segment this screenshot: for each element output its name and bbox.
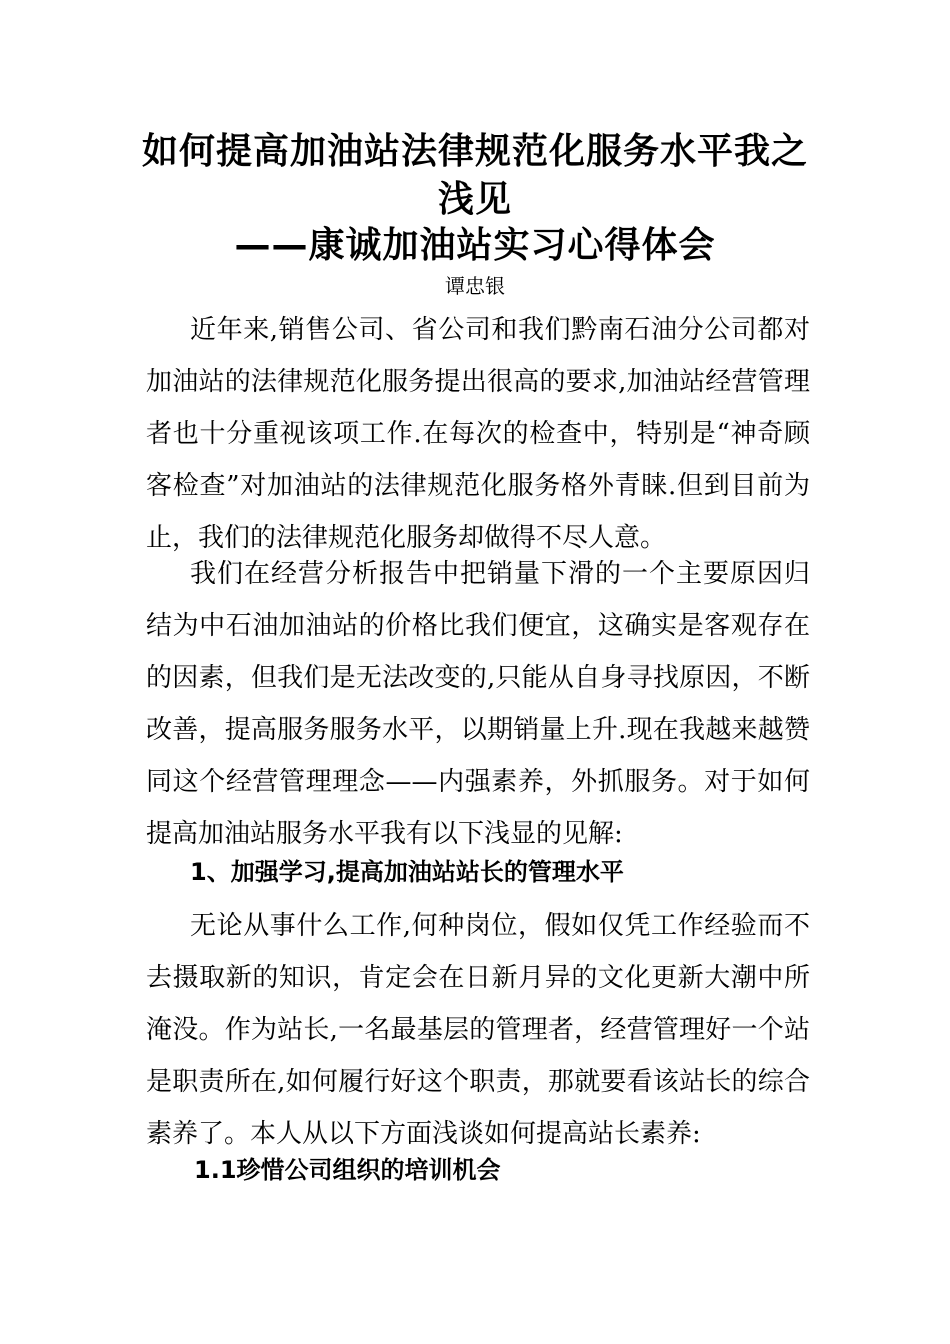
document-subtitle: ——康诚加油站实习心得体会: [234, 225, 716, 266]
document-title-line-1: 如何提高加油站法律规范化服务水平我之: [141, 131, 808, 172]
body-paragraph: 近年来,销售公司、省公司和我们黔南石油分公司都对加油站的法律规范化服务提出很高的要求,加油站经营管理者也十分重视该项工作.在每次的检查中，特别是“神奇顾客检查”对加油站的法律规范化服务格外青睐.但到目前为止，我们的法律规范化服务却做得不尽人意。: [146, 315, 810, 553]
document-title-line-2: 浅见: [437, 179, 512, 220]
section-heading: 1、加强学习,提高加油站站长的管理水平: [190, 858, 624, 886]
subsection-heading: 1.1珍惜公司组织的培训机会: [194, 1156, 501, 1184]
body-paragraph: 无论从事什么工作,何种岗位，假如仅凭工作经验而不去摄取新的知识，肯定会在日新月异的文化更新大潮中所淹没。作为站长,一名最基层的管理者，经营管理好一个站是职责所在,如何履行好这个职责，那就要看该站长的综合素养了。本人从以下方面浅谈如何提高站长素养:: [146, 911, 810, 1149]
body-paragraph: 我们在经营分析报告中把销量下滑的一个主要原因归结为中石油加油站的价格比我们便宜，这确实是客观存在的因素，但我们是无法改变的,只能从自身寻找原因，不断改善，提高服务服务水平，以期销量上升.现在我越来越赞同这个经营管理理念——内强素养，外抓服务。对于如何提高加油站服务水平我有以下浅显的见解:: [146, 559, 810, 849]
author-name: 谭忠银: [445, 274, 505, 298]
